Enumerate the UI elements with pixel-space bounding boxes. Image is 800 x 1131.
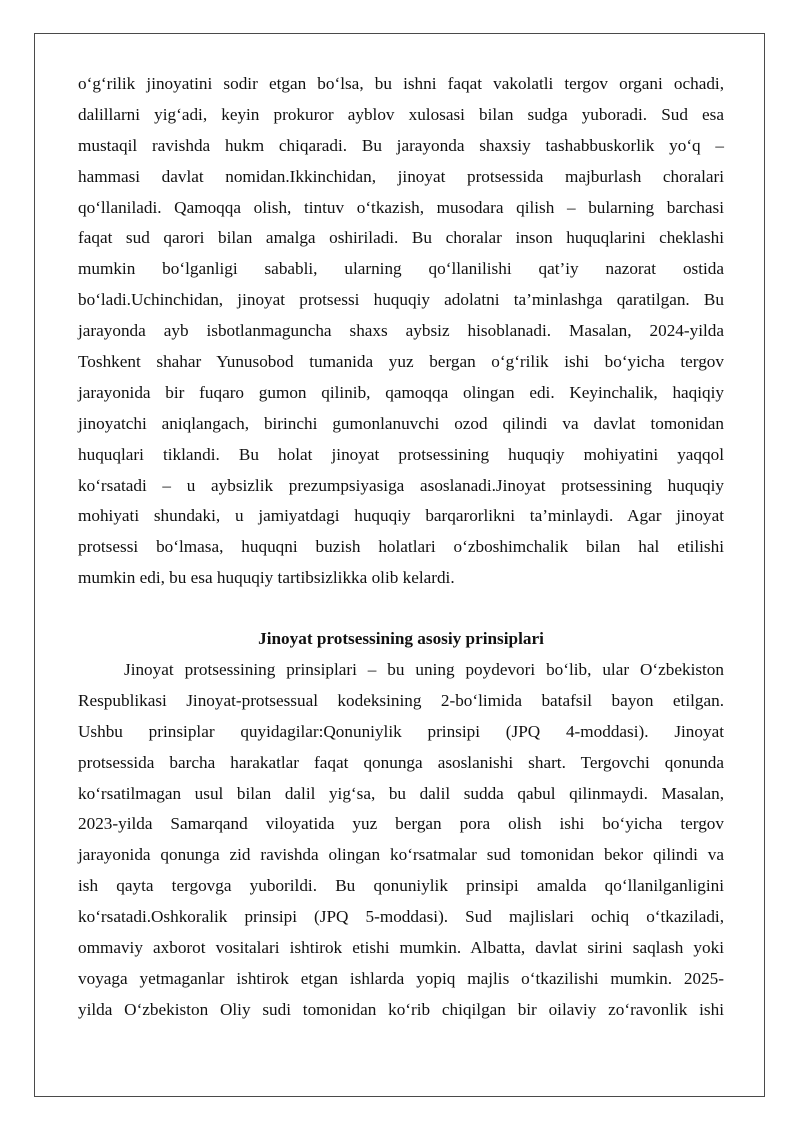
text-line: ko‘rsatadi – u aybsizlik prezumpsiyasiga asoslanadi.Jinoyat protsessining huquqiy: [78, 475, 724, 495]
text-line: mustaqil ravishda hukm chiqaradi. Bu jarayonda shaxsiy tashabbuskorlik yo‘q –: [78, 135, 724, 155]
text-line: ko‘rsatilmagan usul bilan dalil yig‘sa, bu dalil sudda qabul qilinmaydi. Masalan,: [78, 783, 724, 803]
text-line: mumkin bo‘lganligi sababli, ularning qo‘llanilishi qat’iy nazorat ostida: [78, 259, 724, 279]
text-line: ish qayta tergovga yuborildi. Bu qonuniylik prinsipi amalda qo‘llanilganligini: [78, 876, 724, 896]
text-line: jarayonida qonunga zid ravishda olingan ko‘rsatmalar sud tomonidan bekor qilindi va: [78, 845, 724, 865]
text-line: qo‘llaniladi. Qamoqqa olish, tintuv o‘tkazish, musodara qilish – bularning barchasi: [78, 197, 724, 217]
text-line: dalillarni yig‘adi, keyin prokuror ayblov xulosasi bilan sudga yuboradi. Sud esa: [78, 104, 724, 124]
text-line: 2023-yilda Samarqand viloyatida yuz bergan pora olish ishi bo‘yicha tergov: [78, 814, 724, 834]
text-line: Jinoyat protsessining prinsiplari – bu uning poydevori bo‘lib, ular O‘zbekiston: [124, 660, 724, 679]
text-line: huquqlari tiklandi. Bu holat jinoyat protsessining huquqiy mohiyatini yaqqol: [78, 444, 724, 464]
text-line: jarayonida bir fuqaro gumon qilinib, qamoqqa olingan edi. Keyinchalik, haqiqiy: [78, 382, 724, 402]
text-line: protsessi bo‘lmasa, huquqni buzish holatlari o‘zboshimchalik bilan hal etilishi: [78, 537, 724, 557]
section-heading: Jinoyat protsessining asosiy prinsiplari: [258, 629, 544, 648]
text-line: o‘g‘rilik jinoyatini sodir etgan bo‘lsa, bu ishni faqat vakolatli tergov organi ochadi,: [78, 74, 724, 93]
text-line: ko‘rsatadi.Oshkoralik prinsipi (JPQ 5-moddasi). Sud majlislari ochiq o‘tkaziladi,: [78, 907, 724, 927]
text-line: mumkin edi, bu esa huquqiy tartibsizlikka olib kelardi.: [78, 568, 455, 588]
text-line: jarayonda ayb isbotlanmaguncha shaxs aybsiz hisoblanadi. Masalan, 2024-yilda: [78, 321, 724, 341]
text-line: mohiyati shundaki, u jamiyatdagi huquqiy barqarorlikni ta’minlaydi. Agar jinoyat: [78, 506, 724, 526]
text-line: hammasi davlat nomidan.Ikkinchidan, jinoyat protsessida majburlash choralari: [78, 166, 724, 186]
body-paragraph-2: [78, 655, 724, 1026]
text-line: ommaviy axborot vositalari ishtirok etishi mumkin. Albatta, davlat sirini saqlash yoki: [78, 938, 724, 958]
body-paragraph-1: [78, 69, 724, 594]
text-line: Respublikasi Jinoyat-protsessual kodeksining 2-bo‘limida batafsil bayon etilgan.: [78, 690, 724, 710]
text-line: Ushbu prinsiplar quyidagilar:Qonuniylik prinsipi (JPQ 4-moddasi). Jinoyat: [78, 721, 724, 741]
text-line: faqat sud qarori bilan amalga oshiriladi. Bu choralar inson huquqlarini cheklashi: [78, 228, 724, 248]
text-line: bo‘ladi.Uchinchidan, jinoyat protsessi huquqiy adolatni ta’minlashga qaratilgan. Bu: [78, 290, 724, 310]
text-line: yilda O‘zbekiston Oliy sudi tomonidan ko‘rib chiqilgan bir oilaviy zo‘ravonlik ishi: [78, 999, 724, 1019]
text-line: protsessida barcha harakatlar faqat qonunga asoslanishi shart. Tergovchi qonunda: [78, 752, 724, 772]
text-line: voyaga yetmaganlar ishtirok etgan ishlarda yopiq majlis o‘tkazilishi mumkin. 2025-: [78, 968, 724, 988]
text-line: Toshkent shahar Yunusobod tumanida yuz bergan o‘g‘rilik ishi bo‘yicha tergov: [78, 352, 724, 372]
text-line: jinoyatchi aniqlangach, birinchi gumonlanuvchi ozod qilindi va davlat tomonidan: [78, 413, 724, 433]
